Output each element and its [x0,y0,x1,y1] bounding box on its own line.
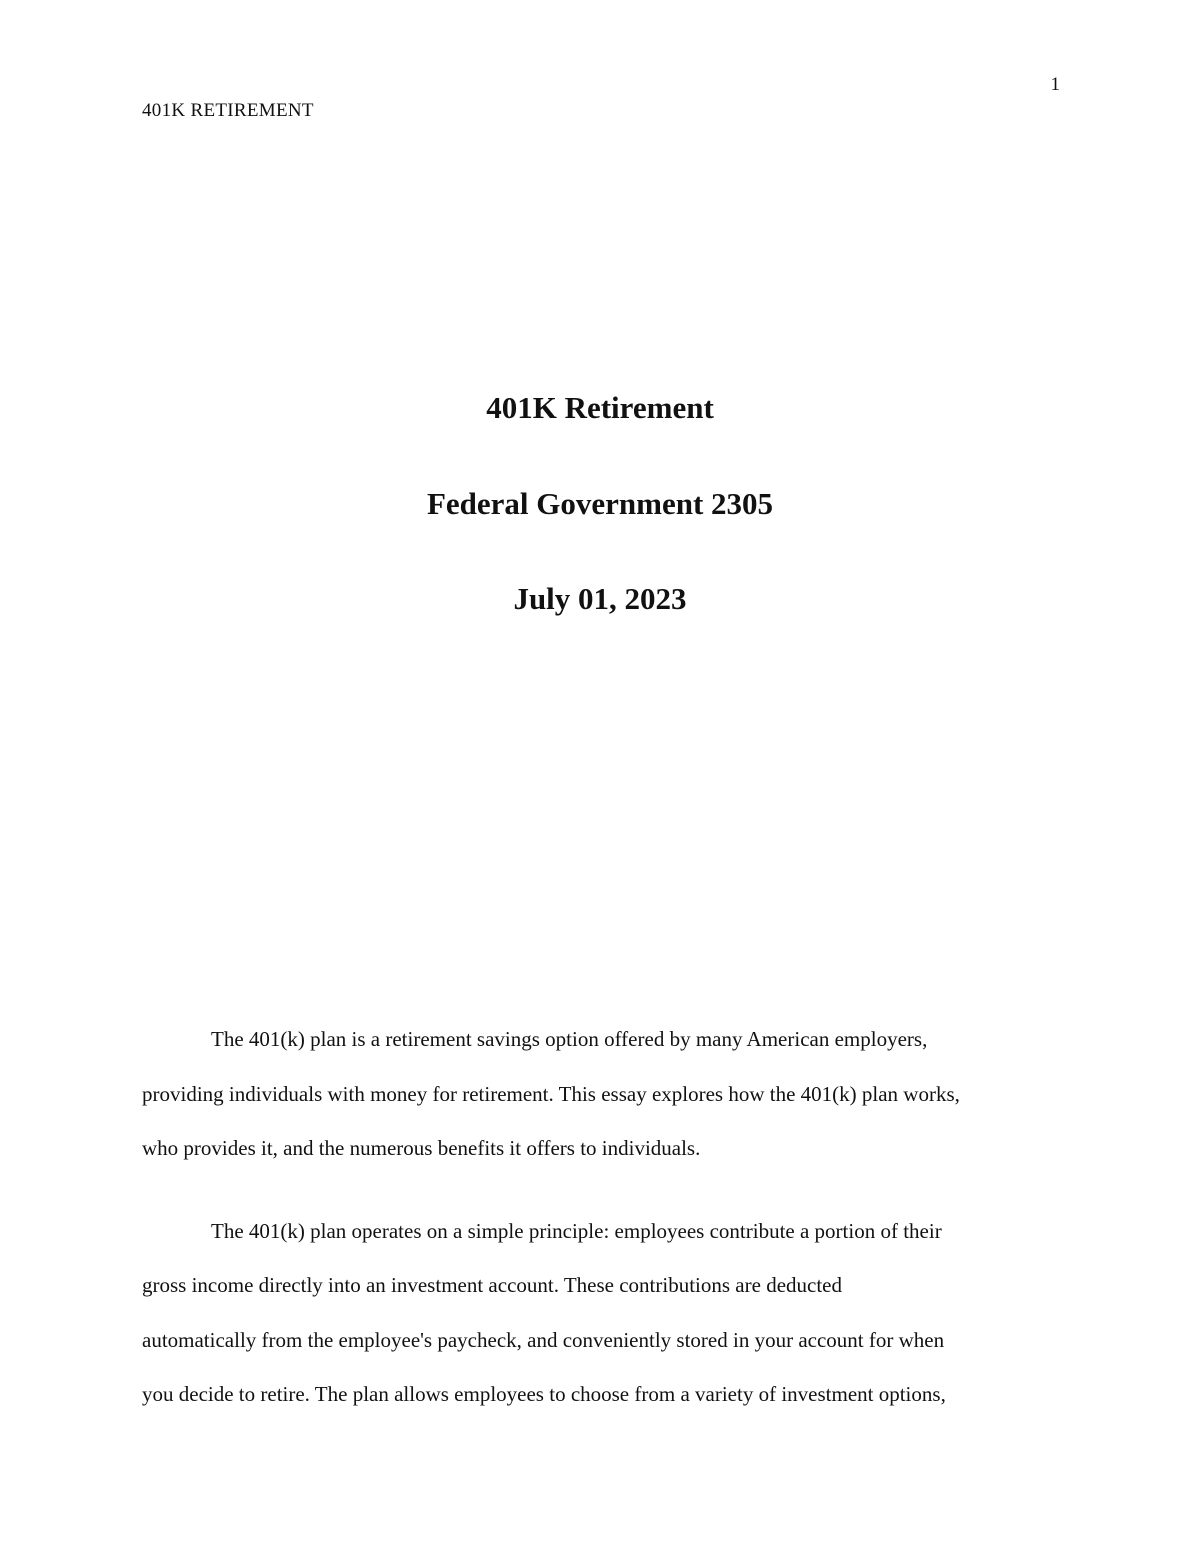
paragraph-1-line-2: providing individuals with money for retirement. This essay explores how the 401(k) plan works, [142,1082,960,1106]
course-name: Federal Government 2305 [426,486,774,521]
paragraph-2-line-1: The 401(k) plan operates on a simple principle: employees contribute a portion of their [211,1219,942,1243]
paper-date: July 01, 2023 [513,581,687,616]
paragraph-2-line-2: gross income directly into an investment account. These contributions are deducted [142,1273,842,1297]
page-number: 1 [1050,74,1060,95]
paragraph-1-line-3: who provides it, and the numerous benefits it offers to individuals. [142,1136,701,1160]
paragraph-2-line-4: you decide to retire. The plan allows employees to choose from a variety of investment options, [142,1382,946,1406]
paper-title: 401K Retirement [486,390,714,425]
paragraph-2-line-3: automatically from the employee's paycheck, and conveniently stored in your account for when [142,1328,945,1352]
running-head: 401K RETIREMENT [142,100,314,121]
paragraph-1-line-1: The 401(k) plan is a retirement savings option offered by many American employers, [211,1027,928,1051]
